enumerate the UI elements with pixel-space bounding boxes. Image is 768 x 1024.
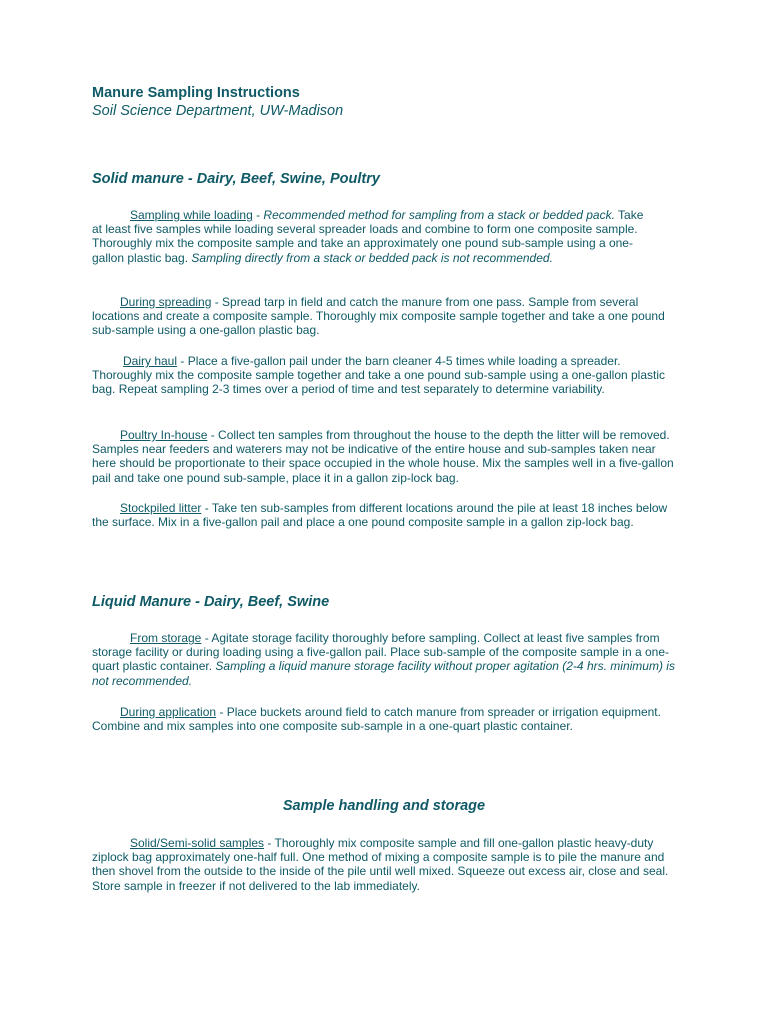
sample-handling-heading: Sample handling and storage bbox=[282, 798, 486, 814]
solid-semi-solid-samples-paragraph: Solid/Semi-solid samples - Thoroughly mix composite sample and fill one-gallon plastic heavy-duty ziplock bag approximately one-half full. One method of mixing a composite sample is to pile the manure and then shovel from the outside to the inside of the pile until well mixed. Squeeze out excess air, close and seal. Store sample in freezer if not delivered to the lab immediately. bbox=[92, 836, 669, 893]
during-spreading-paragraph: During spreading - Spread tarp in field and catch the manure from one pass. Sample from several locations and create a composite sample. Thoroughly mix composite sample together and take a one pound sub-sample using a one-gallon plastic bag. bbox=[92, 295, 665, 338]
stockpiled-litter-paragraph: Stockpiled litter - Take ten sub-samples from different locations around the pile at least 18 inches below the surface. Mix in a five-gallon pail and place a one pound composite sample in a gallon zip-lock bag. bbox=[92, 501, 668, 530]
sampling-while-loading-paragraph: Sampling while loading - Recommended method for sampling from a stack or bedded pack. Take at least five samples while loading several spreader loads and combine to form one composite sample. Thoroughly mix the composite sample and take an approximately one pound sub-sample using a one-gallon plastic bag. Sampling directly from a stack or bedded pack is not recommended. bbox=[92, 208, 644, 265]
from-storage-label: From storage bbox=[130, 631, 202, 645]
solid-semi-solid-samples-label: Solid/Semi-solid samples bbox=[130, 836, 265, 850]
during-application-label: During application bbox=[120, 705, 217, 719]
document-title: Manure Sampling Instructions bbox=[92, 85, 300, 101]
stockpiled-litter-label: Stockpiled litter bbox=[120, 501, 202, 515]
during-application-paragraph: During application - Place buckets around field to catch manure from spreader or irrigation equipment. Combine and mix samples into one composite sub-sample in a one-quart plastic container. bbox=[92, 705, 661, 734]
liquid-manure-heading: Liquid Manure - Dairy, Beef, Swine bbox=[92, 594, 330, 610]
during-spreading-label: During spreading bbox=[120, 295, 212, 309]
document-subtitle: Soil Science Department, UW-Madison bbox=[92, 103, 344, 119]
solid-manure-heading: Solid manure - Dairy, Beef, Swine, Poultry bbox=[92, 171, 380, 187]
dairy-haul-label: Dairy haul bbox=[123, 354, 178, 368]
poultry-in-house-label: Poultry In-house bbox=[120, 428, 208, 442]
sampling-while-loading-label: Sampling while loading bbox=[130, 208, 253, 222]
dairy-haul-paragraph: Dairy haul - Place a five-gallon pail under the barn cleaner 4-5 times while loading a spreader. Thoroughly mix the composite sample together and take a one pound sub-sample using a one-gallon plastic bag. Repeat sampling 2-3 times over a period of time and test separately to determine variability. bbox=[92, 354, 666, 397]
from-storage-paragraph: From storage - Agitate storage facility thoroughly before sampling. Collect at least five samples from storage facility or during loading using a five-gallon pail. Place sub-sample of the composite sample in a one-quart plastic container. Sampling a liquid manure storage facility without proper agitation (2-4 hrs. minimum) is not recommended. bbox=[92, 631, 675, 688]
poultry-in-house-paragraph: Poultry In-house - Collect ten samples from throughout the house to the depth the litter will be removed. Samples near feeders and waterers may not be indicative of the entire house and sub-samples taken near here should be proportionate to their space occupied in the whole house. Mix the samples well in a five-gallon pail and take one pound sub-sample, place it in a gallon zip-lock bag. bbox=[92, 428, 674, 485]
